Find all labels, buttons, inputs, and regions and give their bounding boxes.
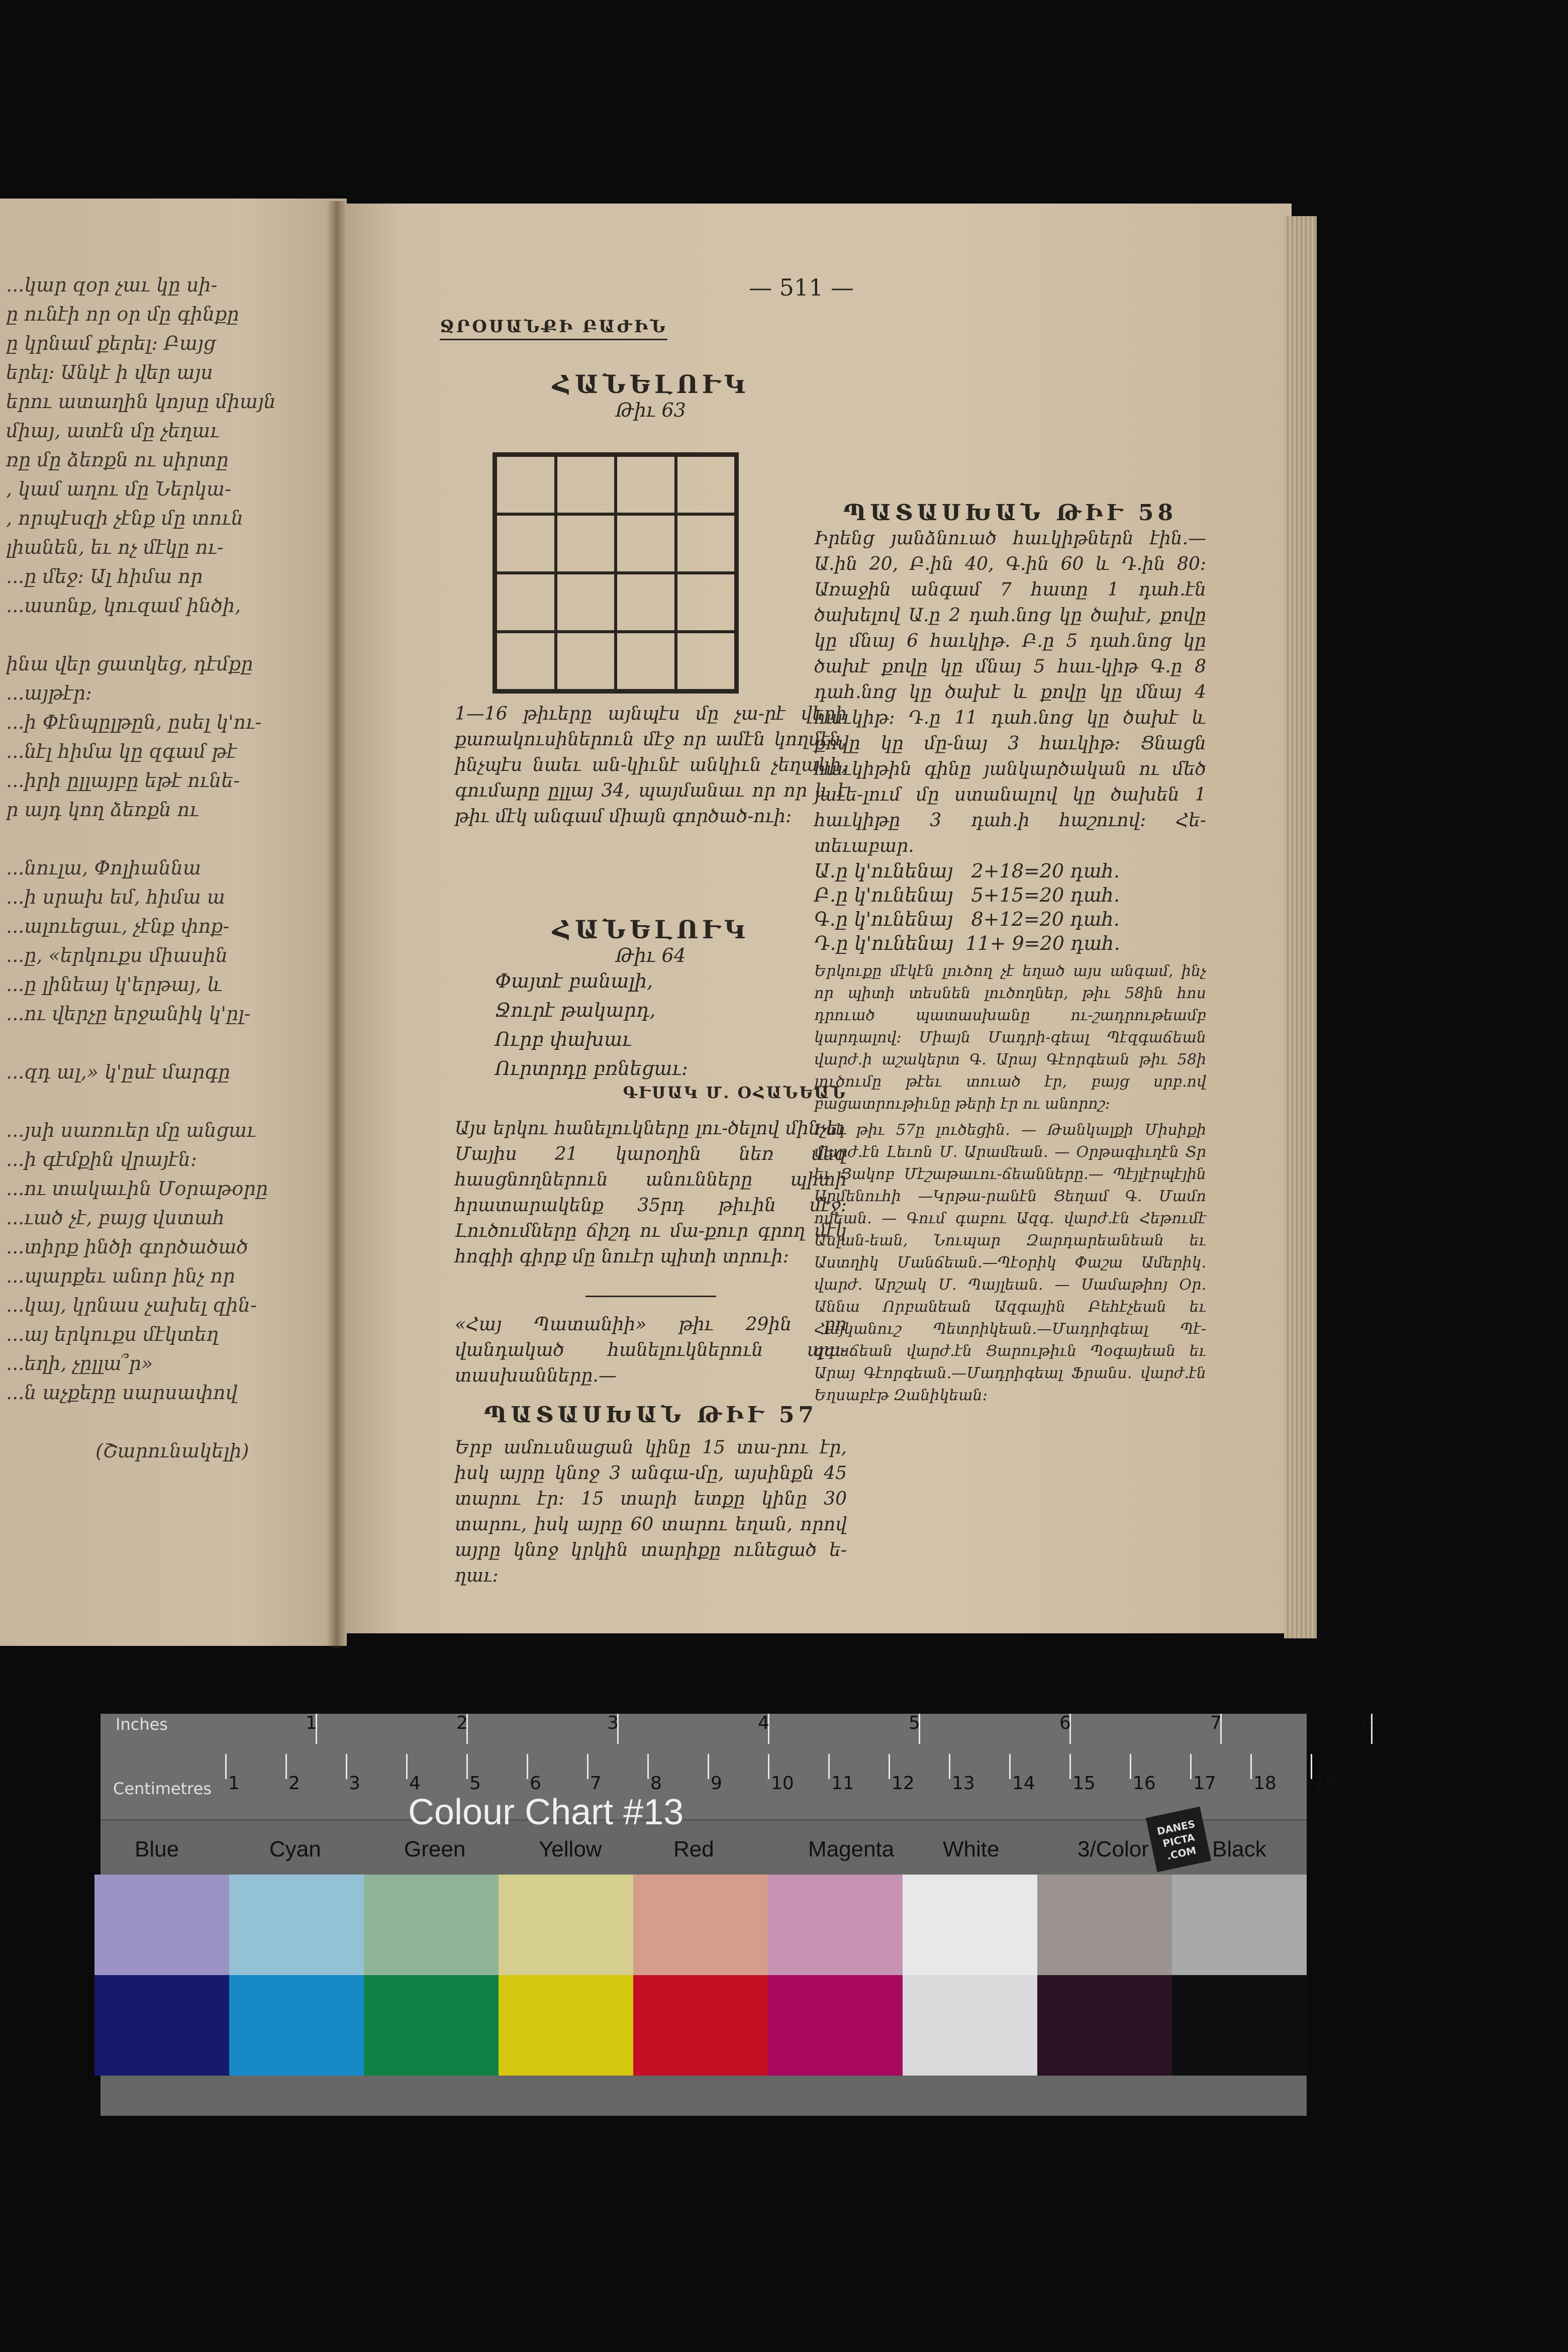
left-page-line: ր այդ կող ձեռքն ու: [6, 799, 199, 821]
cm-number: 6: [530, 1773, 541, 1794]
swatch-label: White: [943, 1837, 1000, 1861]
inch-number: 1: [306, 1713, 317, 1733]
cm-tick: [1009, 1754, 1011, 1779]
cm-tick: [1250, 1754, 1252, 1779]
inches-label: Inches: [116, 1715, 168, 1734]
swatch-top: [1172, 1875, 1307, 1975]
left-page-line: ...կայ, կրնաս չախել զին-: [6, 1294, 257, 1316]
cm-number: 17: [1193, 1773, 1216, 1794]
cm-number: 12: [892, 1773, 915, 1794]
left-page-line: , կամ աղու մը Ներկա-: [6, 478, 231, 500]
cm-number: 1: [228, 1773, 240, 1794]
page-edges: [1284, 216, 1317, 1638]
cm-tick: [587, 1754, 589, 1779]
swatch-bottom: [229, 1975, 364, 2076]
swatch-bottom: [903, 1975, 1037, 2076]
swatch-label: Red: [673, 1837, 714, 1861]
left-page-line: ...նուլա, Փոլիաննա: [6, 857, 202, 879]
left-page-line: , որպէսզի չէնք մը տուն: [6, 507, 244, 529]
answer-57-title-wrap: [455, 1402, 847, 1428]
cm-number: 14: [1012, 1773, 1035, 1794]
section-header: ՋՐՕՍԱՆՔԻ ԲԱԺԻՆ: [440, 317, 667, 340]
left-page-line: (Շարունակելի): [95, 1440, 249, 1462]
poem-line: Ուրտրդը բռնեցաւ:: [495, 1057, 688, 1080]
swatch-label: Magenta: [808, 1837, 895, 1861]
inch-number: 6: [1059, 1713, 1071, 1733]
swatch-bottom: [364, 1975, 499, 2076]
inch-number: 2: [456, 1713, 468, 1733]
puzzle-63: [455, 369, 847, 421]
cm-tick: [889, 1754, 890, 1779]
puzzle-64-author: ԳՒՍԱԿ Մ. ՕՀԱՆԵԱՆ: [623, 1083, 847, 1102]
divider: [585, 1296, 716, 1297]
cm-number: 11: [831, 1773, 854, 1794]
cm-tick: [225, 1754, 227, 1779]
poem-line: Փայտէ բանալի,: [495, 970, 653, 992]
left-page-line: ...ի Փէնպըլթըն, ըսել կ'ու-: [6, 711, 262, 733]
swatch-bottom: [94, 1975, 229, 2076]
inch-number: 3: [607, 1713, 619, 1733]
answer-58-title: ՊԱՏԱՍԽԱՆ ԹԻՒ 58: [843, 500, 1178, 526]
cm-tick: [285, 1754, 287, 1779]
swatch-top: [364, 1875, 499, 1975]
cm-tick: [1190, 1754, 1192, 1779]
left-page-line: ...ալուեցաւ, չէնք փոք-: [6, 915, 230, 937]
equation-line: Դ.ը կ'ունենայ 11+ 9=20 դահ.: [814, 932, 1120, 954]
left-page-line: ...պարքեւ անոր ինչ որ: [6, 1265, 235, 1287]
poem-line: Ուրբ փախաւ: [495, 1028, 632, 1050]
colour-chart-target: [101, 1713, 1373, 2116]
left-page-line: երել: Անկէ ի վեր այս: [6, 361, 213, 383]
left-page-line: ...կար զօր չաւ կը սի-: [6, 274, 218, 296]
cm-tick: [1130, 1754, 1131, 1779]
notice-text: Այս երկու հանելուկները լու-ծելով մինչեւ Մայիս 21 կարօղին նեռ մեզ հասցնողներուն անունները պիտի հրատարակենք 35րդ թիւին մէջ: Լուծումները ճիշդ ու մա-քուր գրող մէկ հոգիի գիրք մը նուէր պիտի տրուի:: [455, 1118, 847, 1267]
cm-number: 2: [288, 1773, 300, 1794]
swatch-bottom: [768, 1975, 903, 2076]
left-page-line: ...ը, «երկուքս միասին: [6, 944, 228, 966]
page-number: — 511 —: [749, 274, 854, 301]
swatch-top: [229, 1875, 364, 1975]
puzzle-64: [455, 915, 847, 1102]
answer-57-title: ՊԱՏԱՍԽԱՆ ԹԻՒ 57: [483, 1402, 818, 1428]
swatch-top: [1037, 1875, 1172, 1975]
cm-number: 16: [1133, 1773, 1156, 1794]
notice-answers-intro: «Հայ Պատանիի» թիւ 29ին բո վանդակած հանելուկներուն պա-տասխանները.—: [455, 1314, 847, 1386]
left-page-line: ...այթէր:: [6, 682, 92, 704]
swatch-bottom: [499, 1975, 633, 2076]
cm-number: 19: [1314, 1773, 1337, 1794]
centimetres-label: Centimetres: [113, 1779, 212, 1798]
cm-tick: [527, 1754, 528, 1779]
left-page-line: ...տիրք ինծի գործածած: [6, 1236, 248, 1258]
answer-58-closing: Երկուքը մէկէն լուծող չէ եղած այս անգամ, ինչ որ պիտի տեսնեն լուծողներ, թիւ 58ին հոս դրուած պատասխանը ու-շադրութեամբ կարդալով: Միայն Մադրի-գեալ Պէզգաճեան վարժ.ի աշակերտ Գ. Արայ Գէորգեան թիւ 58ի լուծումը թէեւ տուած էր, բայց սրբ.ով բացատրութիւնը թերի էր ու անորոշ:: [814, 962, 1206, 1113]
cm-number: 9: [711, 1773, 722, 1794]
left-page: [0, 199, 347, 1646]
inch-number: 8: [1361, 1713, 1373, 1733]
cm-number: 4: [409, 1773, 421, 1794]
poem-line: Ջուրէ թակարդ,: [495, 999, 656, 1021]
cm-tick: [768, 1754, 769, 1779]
swatch-bottom: [1037, 1975, 1172, 2076]
puzzle-63-text: 1—16 թիւերը այնպէս մը չա-րէ վերի քառակուսիներուն մէջ որ ամէն կողմէն, ինչպէս նաեւ ան-կիւնէ անկիւն չեղակի, գումարը ըլլայ 34, պայմանաւ որ որ և է թիւ մէկ անգամ միայն գործած-ուի:: [455, 704, 847, 827]
left-page-line: ...իրի ըլլայբը եթէ ունե-: [6, 769, 240, 792]
cm-tick: [466, 1754, 468, 1779]
cm-tick: [647, 1754, 649, 1779]
swatch-label: Yellow: [539, 1837, 602, 1861]
answer-57-text: Երբ ամուսնացան կինը 15 տա-րու էր, իսկ այրը կնոջ 3 անգա-մը, այսինքն 45 տարու էր: 15 տարի ետքը կինը 30 տարու, իսկ այրը 60 տարու եղան, որով այրը կնոջ կրկին տարիքը ունեցած ե-ղաւ:: [455, 1437, 847, 1586]
solvers-list: Իսկ թիւ 57ը լուծեցին. — Թանկալքի Միսիքի վարժ.էն Լեւոն Մ. Արամեան. — Օրթագիւղէն Տր եւ Ցակոբ Մէշաթաւու-ճեանները.— Պէյլէրպէյին Արմենուհի —Կրթա-րանէն Ցեղամ Գ. Մամո ոսեան. — Գում գաբու Ազգ. վարժ.էն Հեթումէ Ասլան-եան, Նուպար Զարդարեանեան եւ Աստղիկ Մանճեան.—Պէօրիկ Փաշա Ամերիկ. վարժ. Արշակ Մ. Պայլեան. — Սամաթիոյ Օր. Աննա Որբանեան Ազգային Բեհէչեան եւ Հայկանուշ Պետրիկեան.—Մադրիգեալ Պէ-զգաճեան վարժ.էն Ցարութիւն Պօգայեան եւ Արայ Գէորգեան.—Մադրիգեալ Ֆրանս. վարժ.էն Եղսաբէթ Զանիկեան:: [814, 1121, 1206, 1404]
cm-number: 10: [771, 1773, 794, 1794]
left-page-line: ը ունէի որ օր մը գինքը: [6, 303, 239, 325]
cm-tick: [1311, 1754, 1312, 1779]
left-page-line: ...ու վերչը երջանիկ կ'ըլ-: [6, 1003, 251, 1025]
swatch-top: [499, 1875, 633, 1975]
puzzle-64-title: ՀԱՆԵԼՈՒԿ: [552, 915, 749, 944]
left-page-line: ...յսի սառուեր մը անցաւ: [6, 1119, 256, 1141]
cm-number: 7: [590, 1773, 602, 1794]
swatch-bottom: [633, 1975, 768, 2076]
puzzle-63-title: ՀԱՆԵԼՈՒԿ: [552, 369, 749, 399]
cm-number: 8: [650, 1773, 662, 1794]
left-page-line: ը կրնամ քերել: Բայց: [6, 332, 216, 354]
cm-number: 5: [469, 1773, 481, 1794]
cm-tick: [1069, 1754, 1071, 1779]
puzzle-64-poem: [455, 966, 847, 1083]
equation-line: Ա.ը կ'ունենայ 2+18=20 դահ.: [814, 860, 1120, 882]
inch-number: 4: [758, 1713, 769, 1733]
cm-number: 13: [952, 1773, 975, 1794]
left-page-line: ...զդ ալ,» կ'ըսէ մարգը: [6, 1061, 230, 1083]
cm-tick: [949, 1754, 950, 1779]
danes-picta-logo: DANES PICTA .COM: [1146, 1807, 1211, 1872]
right-page: [347, 204, 1292, 1633]
magic-square-grid: [493, 452, 739, 694]
chart-title: Colour Chart #13: [408, 1792, 684, 1832]
left-page-line: ...ի սրախ եմ, հիմա ա: [6, 886, 225, 908]
cm-number: 3: [349, 1773, 360, 1794]
answer-58-text: Իրենց յանձնուած հաւկիթներն էին.—Ա.ին 20, Բ.ին 40, Գ.ին 60 և Դ.ին 80: Առաջին անգամ 7 հատը 1 դահ.էն ծախելով Ա.ը 2 դահ.նոց կը ծախէ, քովը կը մնայ 6 հաւկիթ. Բ.ը 5 դահ.նոց կը ծախէ քովը կը մնայ 5 հաւ-կիթ Գ.ը 8 դահ.նոց կը ծախէ և քովը կը մնայ 4 հաւկիթ: Դ.ը 11 դահ.նոց կը ծախէ և քովը կը մը-նայ 3 հաւկիթ: Ցնացն հաւկիթին գինը յանկարծական ու մեծ յաւե-լում մը ստանալով կը ծախեն 1 հաւկիթը 3 դահ.ի հաշուով: Հե-տեւաբար.: [814, 528, 1206, 856]
swatch-label: Cyan: [269, 1837, 321, 1861]
left-page-line: ...ի գէմքին վրայէն:: [6, 1148, 197, 1170]
equation-line: Գ.ը կ'ունենայ 8+12=20 դահ.: [814, 908, 1120, 930]
left-page-line: ...ն աչքերը սարսափով: [6, 1382, 238, 1404]
swatch-top: [903, 1875, 1037, 1975]
left-page-line: միայ, ատէն մը չեղաւ: [6, 420, 220, 442]
book-gutter: [327, 201, 347, 1648]
cm-tick: [828, 1754, 830, 1779]
left-page-line: երու ատաղին կոյսը միայն: [6, 390, 276, 413]
ruler: [101, 1713, 1373, 1821]
swatch-label: Black: [1212, 1837, 1266, 1861]
swatch-label: Blue: [135, 1837, 179, 1861]
swatch-top: [94, 1875, 229, 1975]
answer-58: [814, 500, 1206, 1407]
left-page-line: ինա վեր ցատկեց, դէմքը: [6, 653, 253, 675]
left-page-line: ...ասոնք, կուզամ ինծի,: [6, 595, 241, 617]
left-page-line: ...եղի, չըլլա՞ր»: [6, 1352, 153, 1375]
left-page-line: ...ւած չէ, բայց վստահ: [6, 1207, 225, 1229]
cm-tick: [406, 1754, 408, 1779]
left-page-line: ...այ երկուքս մէկտեղ: [6, 1323, 219, 1345]
swatch-top: [633, 1875, 768, 1975]
left-page-line: ...ը մեջ: Ալ հիմա որ: [6, 565, 203, 587]
left-page-line: ...նէլ հիմա կը զգամ թէ: [6, 740, 237, 762]
swatch-label: Green: [404, 1837, 466, 1861]
swatch-top: [768, 1875, 903, 1975]
inch-number: 7: [1210, 1713, 1222, 1733]
left-page-line: ...ու տակաւին Մօրաթօրը: [6, 1178, 268, 1200]
swatch-bottom: [1172, 1975, 1307, 2076]
left-page-line: ...ը լինեայ կ'երթայ, և: [6, 973, 223, 996]
cm-number: 15: [1072, 1773, 1096, 1794]
inch-number: 5: [909, 1713, 920, 1733]
left-page-line: լիանեն, եւ ոչ մէկը ու-: [6, 536, 224, 558]
puzzle-63-number: Թիւ 63: [616, 399, 686, 421]
equation-line: Բ.ը կ'ունենայ 5+15=20 դահ.: [814, 884, 1120, 906]
puzzle-64-number: Թիւ 64: [616, 944, 686, 966]
cm-tick: [708, 1754, 709, 1779]
swatch-label: 3/Color: [1077, 1837, 1149, 1861]
cm-number: 18: [1253, 1773, 1277, 1794]
cm-tick: [346, 1754, 347, 1779]
left-page-line: ռը մը ձեռքն ու սիրտը: [6, 449, 229, 471]
